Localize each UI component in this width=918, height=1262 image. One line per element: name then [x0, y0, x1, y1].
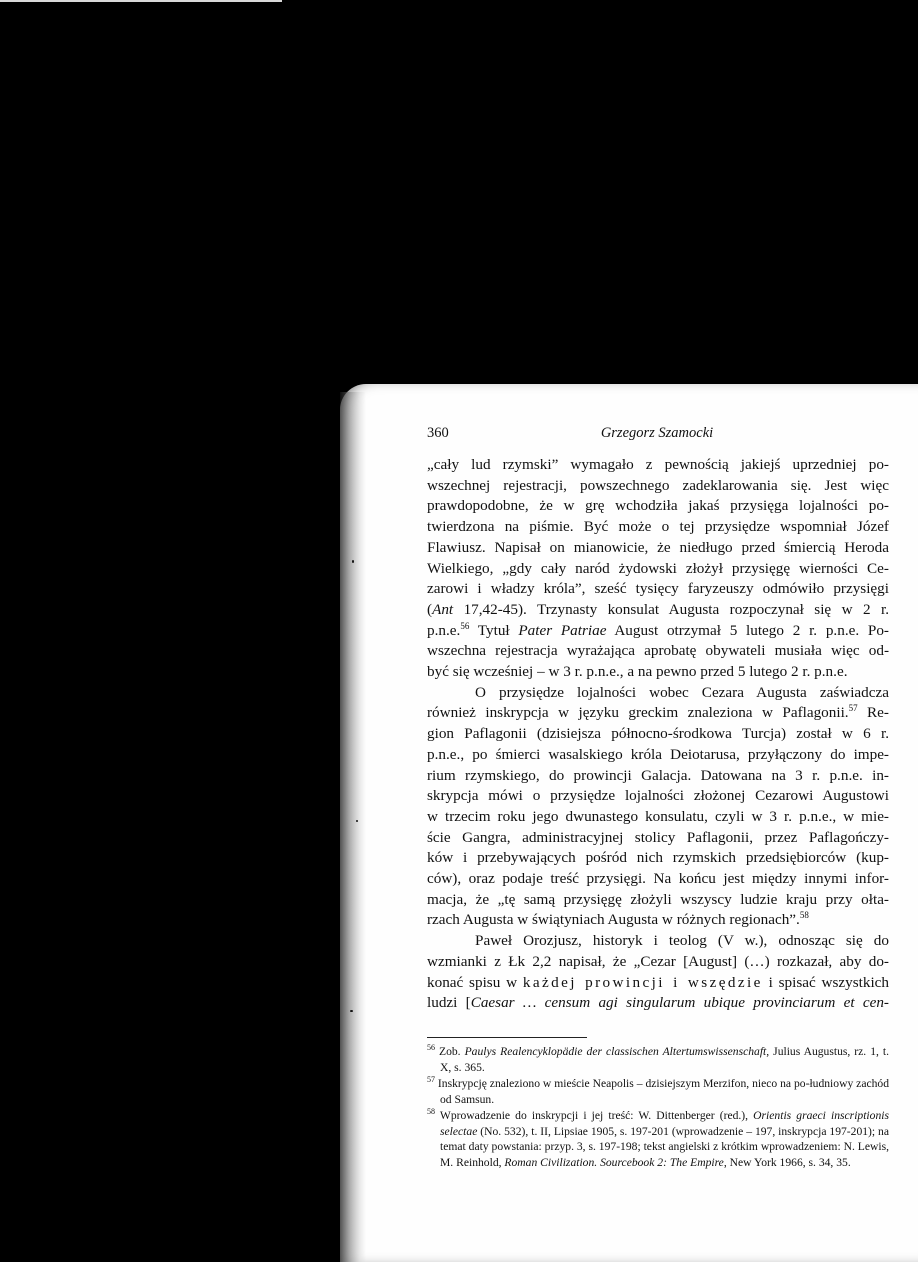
paragraph-3 — [427, 931, 889, 1014]
latin-quote: Caesar … censum agi singularum ubique provinciarum et cen- — [470, 994, 889, 1012]
page-header — [427, 425, 887, 447]
title-pater-patriae: Pater Patriae — [518, 621, 607, 639]
running-title: Grzegorz Szamocki — [600, 425, 714, 441]
text-line: „cały lud rzymski” wymagało z pewnością jakiejś uprzedniej po- — [427, 456, 889, 473]
text-line: p.n.e.$^{56}$ Tytuł Pater Patriae August otrzymał 5 lutego 2 r. p.n.e. Po- — [427, 620, 889, 639]
text-line: Flawiusz. Napisał on mianowicie, że niedługo przed śmiercią Heroda — [427, 538, 889, 556]
page-number: 360 — [427, 425, 449, 441]
footnote-58: $^{58}$ Wprowadzenie do inskrypcji i jej treść: W. Dittenberger (red.), Orientis graeci inscriptionis selectae (No. 532), t. II, Lipsiae 1905, s. 197-201 (wprowadzenie – 197, inskrypcja 197-201); na temat daty powstania: przyp. 3, s. 197-198; tekst angielski z krótkim wprowadzeniem: N. Lewis, M. Reinhold, Roman Civilization. Sourcebook 2: The Empire, New York 1966, s. 34, 35. — [427, 1106, 889, 1170]
text-line: wzmianki z Łk 2,2 napisał, że „Cezar [August] (…) rozkazał, aby do- — [427, 952, 889, 970]
text-line: konać spisu w każdej prowincji i wszędzie i spisać wszystkich — [427, 973, 890, 991]
footnote-separator — [427, 1037, 587, 1038]
text-line: wszechnej rejestracji, powszechnego zadeklarowania się. Jest więc — [427, 476, 889, 494]
scan-speck — [352, 560, 354, 563]
footnote-ref-58[interactable]: 58 — [799, 910, 809, 921]
text-line: również inskrypcja w języku greckim znaleziona w Paflagonii.$^{57}$ Re- — [427, 703, 889, 722]
text-line: Paweł Orozjusz, historyk i teolog (V w.), odnosząc się do — [475, 932, 889, 950]
text-line: prawdopodobne, że w grę wchodziła jakaś przysięga lojalności po- — [427, 497, 889, 515]
text-line: p.n.e., po śmierci wasalskiego króla Deiotarusa, przyłączony do impe- — [427, 745, 889, 763]
text-line: O przysiędze lojalności wobec Cezara Augusta zaświadcza — [475, 683, 889, 701]
text-line: twierdzona na piśmie. Być może o tej przysiędze wspomniał Józef — [427, 518, 889, 536]
footnote-ref-56[interactable]: 56 — [460, 620, 470, 631]
text-line: w trzecim roku jego dwunastego konsulatu, czyli w 3 r. p.n.e., w mie- — [427, 807, 889, 825]
body-text — [427, 455, 889, 1014]
text-line: ludzi [Caesar … censum agi singularum ubique provinciarum et cen- — [427, 994, 889, 1012]
text-line: gion Paflagonii (dzisiejsza północno-środkowa Turcja) został w 6 r. — [427, 725, 889, 743]
text-line: rzach Augusta w świątyniach Augusta w różnych regionach”.$^{58}$ — [427, 910, 809, 929]
text-line: rium rzymskiego, do prowincji Galacja. Datowana na 3 r. p.n.e. in- — [427, 766, 889, 784]
text-line: ków i przebywających pośród nich rzymskich przedsiębiorców (kup- — [427, 849, 889, 867]
text-line: zarowi i władzy króla”, sześć tysięcy faryzeuszy odmówiło przysięgi — [427, 580, 889, 598]
emphasis-spaced: każdej prowincji i wszędzie — [522, 973, 763, 991]
text-line: być się wcześniej – w 3 r. p.n.e., a na pewno przed 5 lutego 2 r. p.n.e. — [427, 663, 848, 681]
text-line: ście Gangra, administracyjnej stolicy Paflagonii, przez Paflagończy- — [427, 828, 889, 846]
scan-speck — [356, 820, 358, 822]
footnote-57: $^{57}$ Inskrypcję znaleziono w mieście Neapolis – dzisiejszym Merzifon, nieco na po-łudniowy zachód od Samsun. — [427, 1074, 889, 1106]
scan-edge-strip — [0, 0, 282, 2]
paragraph-1 — [427, 455, 889, 683]
text-line: Wielkiego, „gdy cały naród żydowski złożył przysięgę wierności Ce- — [427, 559, 889, 577]
page-gutter-shadow — [340, 392, 366, 1262]
text-line: macja, że „tę samą przysięgę złożyli wszyscy ludzie kraju przy ołta- — [427, 890, 889, 908]
text-line: (Ant 17,42-45). Trzynasty konsulat Augusta rozpoczynał się w 2 r. — [427, 600, 889, 618]
paragraph-2 — [427, 683, 889, 931]
text-line: wszechna rejestracja wyrażająca aprobatę obywateli musiała więc od- — [427, 642, 889, 660]
footnote-ref-57[interactable]: 57 — [848, 703, 858, 714]
text-line: ców), oraz podaje treść przysięgi. Na końcu jest między innymi infor- — [427, 870, 889, 888]
text-line: skrypcja mówi o przysiędze lojalności złożonej Cezarowi Augustowi — [427, 787, 889, 805]
footnote-56: $^{56}$ Zob. Paulys Realencyklopädie der classischen Altertumswissenschaft, Julius Augustus, rz. 1, t. X, s. 365. — [427, 1043, 890, 1074]
footnotes — [427, 1044, 889, 1171]
citation-ant: Ant — [432, 600, 454, 618]
scan-speck — [350, 1010, 353, 1012]
